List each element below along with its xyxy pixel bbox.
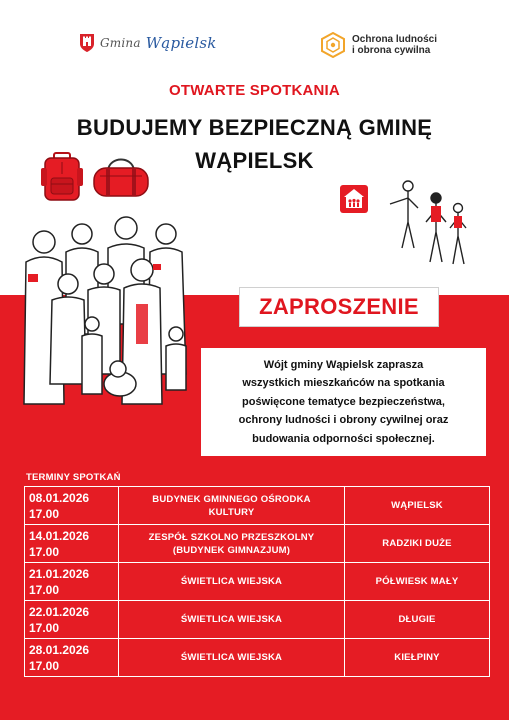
shelter-sign-icon <box>340 185 368 213</box>
meeting-time: 17.00 <box>29 506 60 521</box>
table-row <box>25 487 490 525</box>
date-cell <box>25 487 119 525</box>
backpack-icon <box>40 152 84 202</box>
invitation-line: Wójt gminy Wąpielsk zaprasza <box>263 358 424 371</box>
meeting-time: 17.00 <box>29 658 60 673</box>
invitation-line: wszystkich mieszkańców na spotkania <box>242 377 445 390</box>
table-row <box>25 601 490 639</box>
invitation-line: poświęcone tematyce bezpieczeństwa, <box>242 395 445 408</box>
meeting-date: 22.01.2026 <box>29 604 90 619</box>
civil-protection-line2: i obrona cywilna <box>352 45 431 56</box>
meeting-date: 28.01.2026 <box>29 642 90 657</box>
place-line2: (BUDYNEK GIMNAZJUM) <box>172 544 291 556</box>
location-cell: PÓŁWIESK MAŁY <box>345 563 490 601</box>
location-cell: KIEŁPINY <box>345 639 490 677</box>
place-line1: BUDYNEK GMINNEGO OŚRODKA <box>152 493 311 505</box>
gmina-logo <box>79 32 217 54</box>
invitation-box <box>201 348 486 456</box>
meeting-time: 17.00 <box>29 620 60 635</box>
schedule-table <box>24 486 490 677</box>
civil-protection-text <box>352 34 437 56</box>
place-cell: ŚWIETLICA WIEJSKA <box>119 563 345 601</box>
date-cell <box>25 601 119 639</box>
place-cell: ŚWIETLICA WIEJSKA <box>119 601 345 639</box>
invitation-heading: ZAPROSZENIE <box>259 294 419 319</box>
meeting-date: 14.01.2026 <box>29 528 90 543</box>
place-cell <box>119 525 345 563</box>
helpers-illustration <box>378 178 478 270</box>
location-cell: WĄPIELSK <box>345 487 490 525</box>
invitation-text <box>233 356 455 449</box>
subtitle: OTWARTE SPOTKANIA <box>169 82 340 99</box>
community-illustration <box>8 214 208 414</box>
invitation-heading-box <box>239 287 439 327</box>
gmina-crest-icon <box>79 33 95 53</box>
date-cell <box>25 525 119 563</box>
date-cell <box>25 639 119 677</box>
invitation-line: budowania odporności społecznej. <box>252 432 435 445</box>
civil-protection-icon <box>320 32 346 58</box>
meeting-time: 17.00 <box>29 544 60 559</box>
meeting-date: 21.01.2026 <box>29 566 90 581</box>
table-row <box>25 639 490 677</box>
gmina-logo-text: Wąpielsk <box>145 34 217 52</box>
location-cell: RADZIKI DUŻE <box>345 525 490 563</box>
meeting-date: 08.01.2026 <box>29 490 90 505</box>
duffel-bag-icon <box>92 154 150 198</box>
gmina-logo-prefix: Gmina <box>100 36 141 50</box>
table-row <box>25 563 490 601</box>
location-cell: DŁUGIE <box>345 601 490 639</box>
civil-protection-logo <box>320 32 437 58</box>
date-cell <box>25 563 119 601</box>
title-line2: WĄPIELSK <box>195 148 314 173</box>
civil-protection-line1: Ochrona ludności <box>352 34 438 45</box>
invitation-line: ochrony ludności i obrony cywilnej oraz <box>238 414 449 427</box>
place-line1: ZESPÓŁ SZKOLNO PRZESZKOLNY <box>148 531 315 543</box>
place-cell <box>119 487 345 525</box>
place-line2: KULTURY <box>208 506 255 518</box>
meeting-time: 17.00 <box>29 582 60 597</box>
title-line1: BUDUJEMY BEZPIECZNĄ GMINĘ <box>76 115 433 140</box>
place-cell: ŚWIETLICA WIEJSKA <box>119 639 345 677</box>
schedule-label: TERMINY SPOTKAŃ <box>26 472 121 483</box>
table-row <box>25 525 490 563</box>
